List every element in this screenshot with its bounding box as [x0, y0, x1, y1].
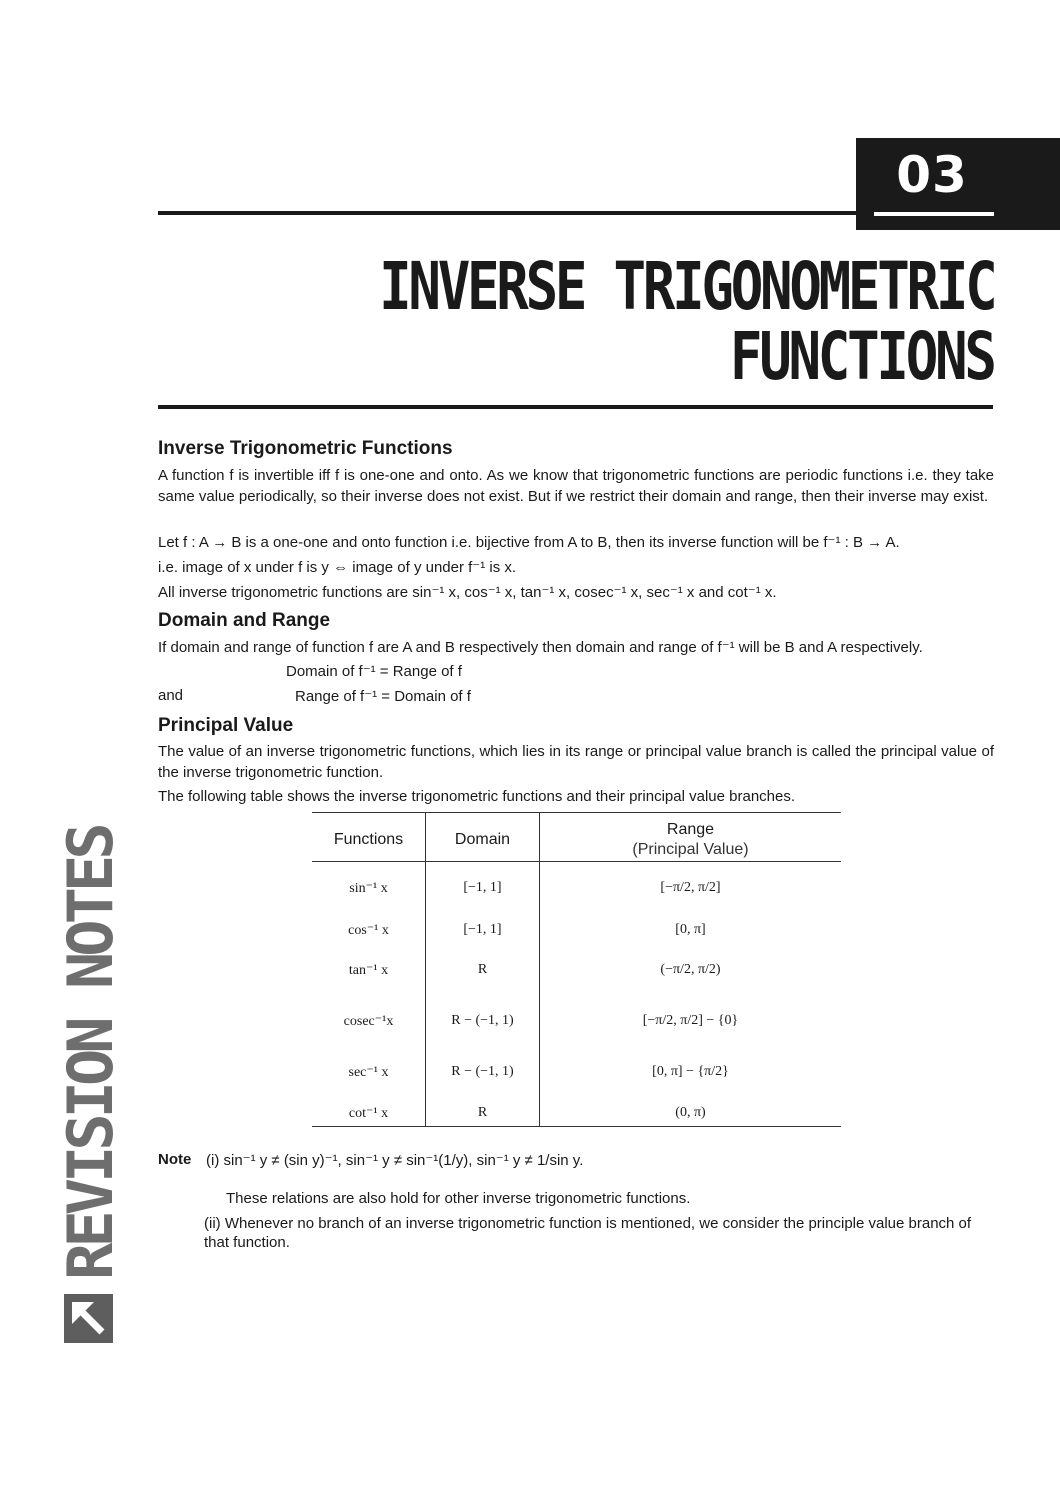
table-row-domain: R − (−1, 1)	[451, 1013, 514, 1028]
table-header-range-sub: (Principal Value)	[632, 841, 749, 858]
chapter-title-line2: FUNCTIONS	[730, 318, 994, 395]
table-top-rule	[312, 812, 841, 813]
section1-paragraph1: A function f is invertible iff f is one-one and onto. As we know that trigonometric functions are periodic functions i.e. they take same value periodically, so their inverse does not exist. But if we restrict their domain and range, then their inverse may exist.	[158, 467, 994, 505]
table-row-fn: cosec⁻¹x	[343, 1014, 394, 1029]
table-row-domain: R − (−1, 1)	[451, 1064, 514, 1079]
table-row-range: [−π/2, π/2] − {0}	[642, 1013, 739, 1028]
section-heading-inverse-trig: Inverse Trigonometric Functions	[158, 438, 453, 459]
section3-paragraph1: The value of an inverse trigonometric functions, which lies in its range or principal value branch is called the principal value of the inverse trigonometric function.	[158, 743, 994, 781]
chapter-title-line1: INVERSE TRIGONOMETRIC	[378, 248, 994, 325]
chapter-underline	[874, 212, 994, 216]
table-row-domain: [−1, 1]	[463, 880, 502, 895]
table-header-domain: Domain	[454, 831, 511, 848]
table-row-domain: R	[477, 962, 488, 977]
note-item1-followup: These relations are also hold for other inverse trigonometric functions.	[226, 1190, 691, 1207]
table-row-domain: R	[477, 1105, 488, 1120]
note-item2: (ii) Whenever no branch of an inverse trigonometric function is mentioned, we consider the principle value branch of that function.	[204, 1215, 972, 1251]
table-row-fn: tan⁻¹ x	[348, 963, 389, 978]
table-row-range: (−π/2, π/2)	[660, 962, 721, 977]
note-item1: (i) sin⁻¹ y ≠ (sin y)⁻¹, sin⁻¹ y ≠ sin⁻¹(1/y), sin⁻¹ y ≠ 1/sin y.	[206, 1152, 584, 1169]
section1-paragraph4: All inverse trigonometric functions are sin⁻¹ x, cos⁻¹ x, tan⁻¹ x, cosec⁻¹ x, sec⁻¹ x and cot⁻¹ x.	[158, 584, 777, 601]
title-rule	[158, 405, 993, 409]
table-row-fn: sin⁻¹ x	[349, 881, 388, 896]
section1-paragraph2: Let f : A → B is a one-one and onto function i.e. bijective from A to B, then its inverse function will be f⁻¹ : B → A.	[158, 534, 900, 551]
section2-paragraph: If domain and range of function f are A and B respectively then domain and range of f⁻¹ will be B and A respectively.	[158, 639, 923, 656]
table-row-domain: [−1, 1]	[463, 922, 502, 937]
side-label: REVISION NOTES	[54, 827, 127, 1280]
and-label: and	[158, 687, 184, 704]
table-bottom-rule	[312, 1126, 841, 1127]
chapter-number: 03	[896, 146, 968, 204]
table-row-range: [0, π]	[675, 922, 706, 937]
table-row-fn: sec⁻¹ x	[348, 1065, 389, 1080]
table-row-range: [0, π] − {π/2}	[652, 1064, 729, 1079]
table-row-range: (0, π)	[675, 1105, 706, 1120]
section1-paragraph3: i.e. image of x under f is y ⇔ image of y under f⁻¹ is x.	[158, 559, 517, 576]
table-row-fn: cos⁻¹ x	[348, 923, 389, 938]
section3-paragraph2: The following table shows the inverse trigonometric functions and their principal value branches.	[158, 788, 796, 805]
section-heading-principal-value: Principal Value	[158, 715, 294, 736]
arrow-up-left-icon	[64, 1294, 113, 1343]
note-label: Note	[158, 1151, 192, 1168]
table-row-fn: cot⁻¹ x	[348, 1106, 389, 1121]
table-header-rule	[312, 861, 841, 862]
table-header-functions: Functions	[333, 831, 404, 848]
range-equation: Range of f⁻¹ = Domain of f	[295, 688, 471, 705]
table-row-range: [−π/2, π/2]	[660, 880, 721, 895]
table-header-range: Range	[666, 821, 715, 838]
section-heading-domain-range: Domain and Range	[158, 610, 331, 631]
header-rule	[158, 211, 858, 215]
domain-equation: Domain of f⁻¹ = Range of f	[286, 663, 462, 680]
